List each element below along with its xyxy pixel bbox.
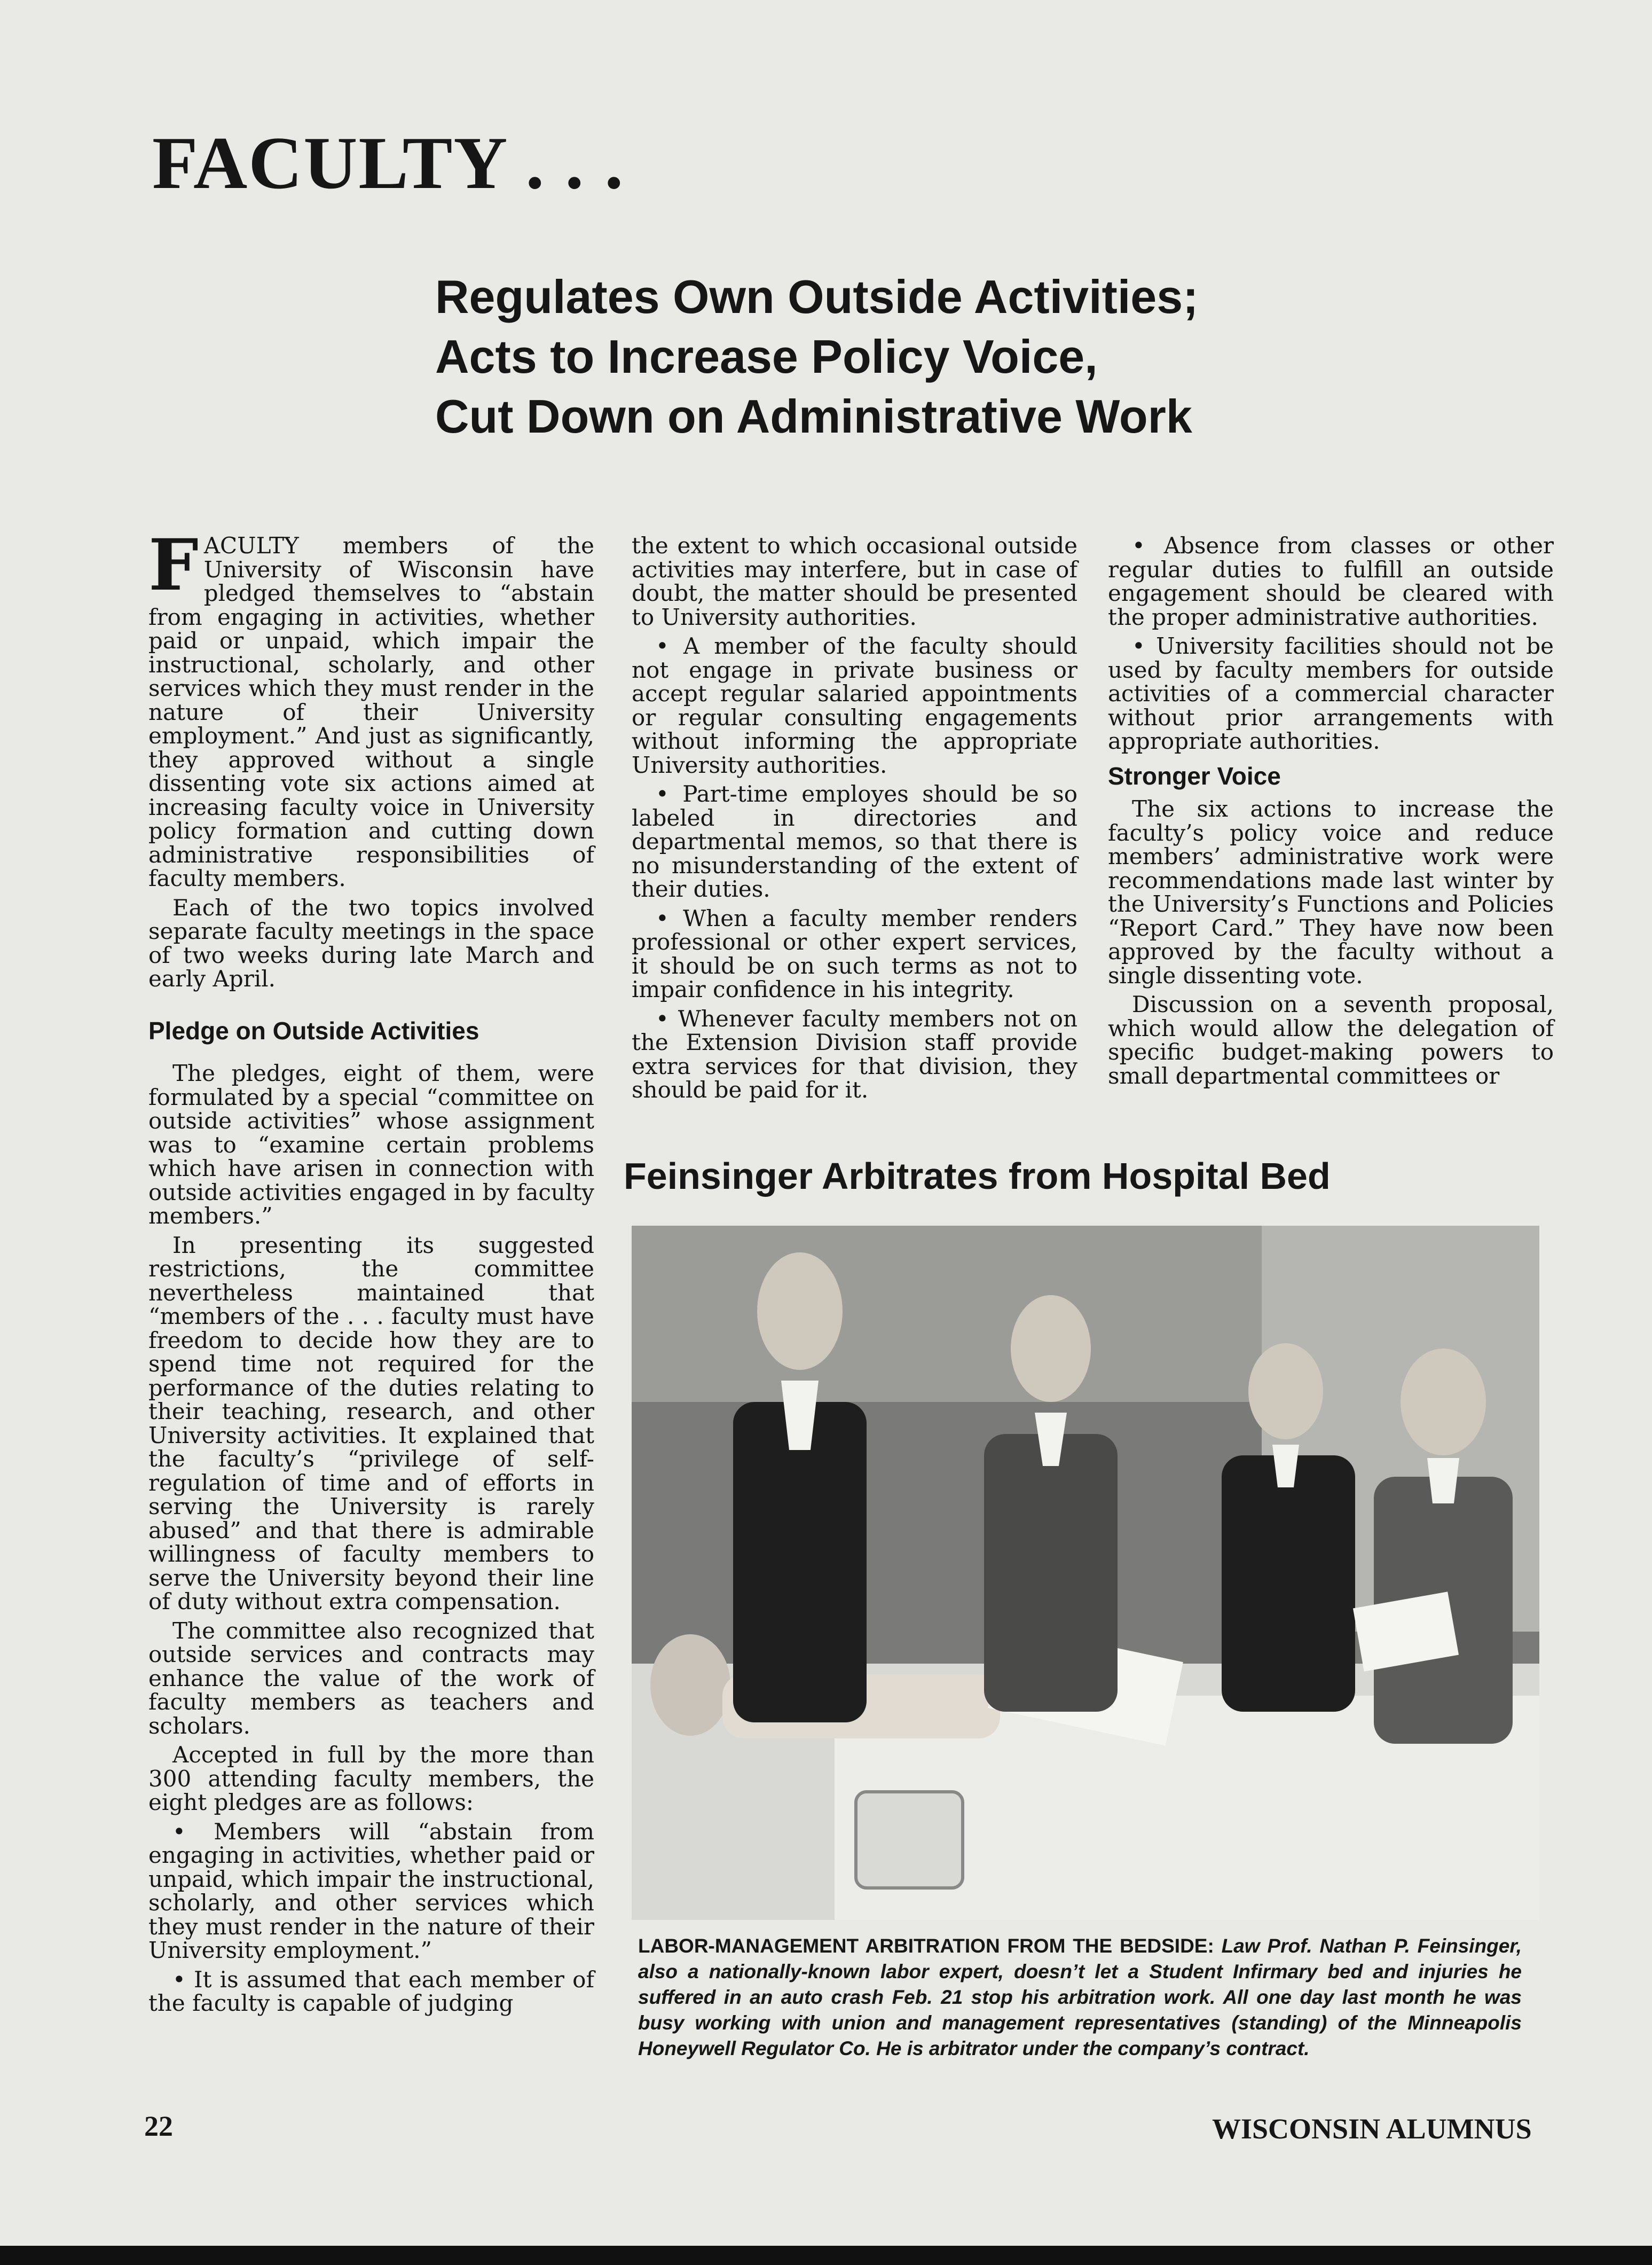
pledge-bullet: • Whenever faculty members not on the Extension Division staff provide extra services for that division, they should be paid for it. [632, 1005, 1077, 1103]
text-column-2 [632, 534, 1077, 1108]
caption-body: Law Prof. Nathan P. Feinsinger, also a nationally-known labor expert, doesn’t let a Student Infirmary bed and injuries he suffered in an auto crash Feb. 21 stop his arbitration work. All one day last month he was busy working with union and management representatives (standing) of the Minneapolis Honeywell Regulator Co. He is arbitrator under the company’s contract. [638, 1935, 1522, 2059]
pledge-bullet: • When a faculty member renders professional or other expert services, it should be on such terms as not to impair confidence in his integrity. [632, 905, 1077, 1002]
photo-heading: Feinsinger Arbitrates from Hospital Bed [624, 1155, 1331, 1197]
paragraph: the extent to which occasional outside activities may interfere, but in case of doubt, the matter should be presented to University authorities. [632, 532, 1077, 630]
pledge-bullet: • Part-time employes should be so labeled in directories and departmental memos, so that there is no misunderstanding of the extent of their duties. [632, 781, 1077, 902]
paragraph: Discussion on a seventh proposal, which would allow the delegation of specific budget-making powers to small departmental committees or [1108, 991, 1554, 1089]
paragraph: The pledges, eight of them, were formulated by a special “committee on outside activities” whose assignment was to “examine certain problems which have arisen in connection with outside activities engaged in by faculty members.” [148, 1060, 594, 1229]
photo-caption [638, 1933, 1522, 2062]
publication-name: WISCONSIN ALUMNUS [1212, 2113, 1532, 2145]
photo-illustration [632, 1226, 1539, 1920]
paragraph: In presenting its suggested restrictions, the committee nevertheless maintained that “members of the . . . faculty must have freedom to decide how they are to spend time not required for the performance of the duties relating to their teaching, research, and other University activities. It explained that the faculty’s “privilege of self-regulation of time and of efforts in serving the University is rarely abused” and that there is admirable willingness of faculty members to serve the University beyond their line of duty without extra compensation. [148, 1232, 594, 1615]
drop-cap: F [148, 524, 199, 607]
headline-line-1: Regulates Own Outside Activities; [435, 270, 1199, 323]
intro-paragraph: FACULTY members of the University of Wisconsin have pledged themselves to “abstain from engaging in activities, whether paid or unpaid, which impair the instructional, scholarly, and other services which they must render in the nature of their University employment.” And just as significantly, they approved without a single dissenting vote six actions aimed at increasing faculty voice in University policy formation and cutting down administrative responsibilities of faculty members. [148, 524, 594, 891]
pledge-bullet: • University facilities should not be used by faculty members for outside activities of a commercial character without prior arrangements with appropriate authorities. [1108, 633, 1554, 754]
section-title: FACULTY . . . [152, 122, 625, 205]
text-column-3 [1108, 534, 1554, 1093]
pledge-bullet: • A member of the faculty should not engage in private business or accept regular salaried appointments or regular consulting engagements without informing the appropriate University authorities. [632, 633, 1077, 778]
pledge-bullet: • Absence from classes or other regular duties to fulfill an outside engagement should be cleared with the proper administrative authorities. [1108, 532, 1554, 630]
hospital-bed-photo [632, 1226, 1539, 1920]
text-column-1 [148, 524, 594, 2021]
pledge-bullet: • It is assumed that each member of the faculty is capable of judging [148, 1966, 594, 2016]
headline-line-3: Cut Down on Administrative Work [435, 390, 1192, 443]
paragraph: Accepted in full by the more than 300 attending faculty members, the eight pledges are as follows: [148, 1742, 594, 1815]
subhead-pledge: Pledge on Outside Activities [148, 1016, 479, 1045]
caption-lead: LABOR-MANAGEMENT ARBITRATION FROM THE BEDSIDE: [638, 1935, 1214, 1957]
article-headline [435, 267, 1610, 446]
scan-edge-band [0, 2246, 1652, 2265]
paragraph: The committee also recognized that outside services and contracts may enhance the value of the work of faculty members as teachers and scholars. [148, 1617, 594, 1739]
paragraph: The six actions to increase the faculty’s policy voice and reduce members’ administrative work were recommendations made last winter by the University’s Functions and Policies “Report Card.” They have now been approved by the faculty without a single dissenting vote. [1108, 796, 1554, 989]
headline-line-2: Acts to Increase Policy Voice, [435, 330, 1098, 383]
subhead-stronger-voice: Stronger Voice [1108, 762, 1281, 790]
page-number: 22 [144, 2110, 173, 2142]
paragraph: Each of the two topics involved separate faculty meetings in the space of two weeks during late March and early April. [148, 894, 594, 992]
pledge-bullet: • Members will “abstain from engaging in activities, whether paid or unpaid, which impair the instructional, scholarly, and other services which they must render in the nature of their University employment.” [148, 1818, 594, 1963]
